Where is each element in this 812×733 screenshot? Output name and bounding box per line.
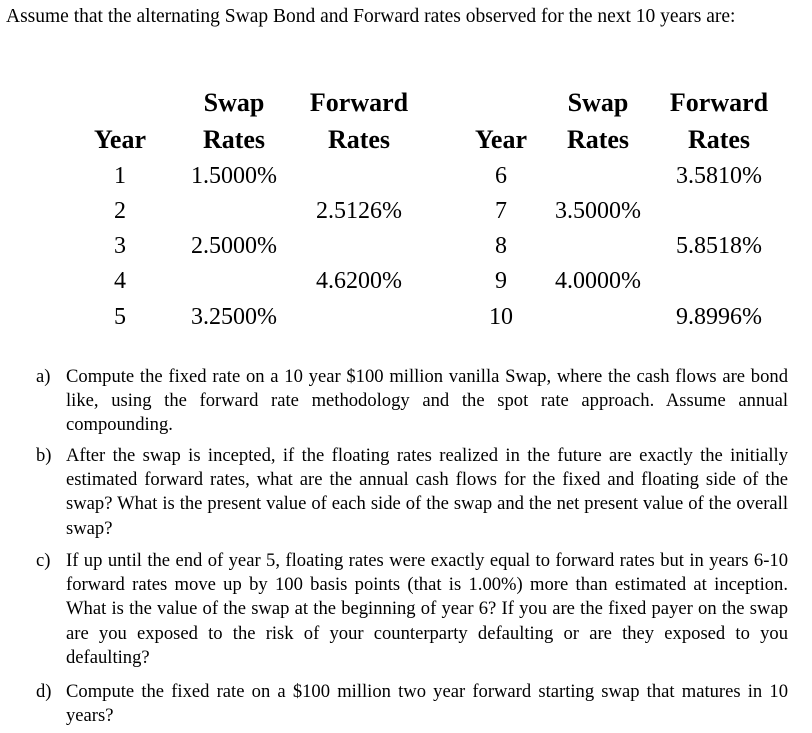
- question-label: d): [36, 681, 52, 702]
- year-cell: 8: [495, 233, 507, 259]
- year-cell: 3: [114, 233, 126, 259]
- question-b: [36, 444, 788, 541]
- year-cell: 10: [489, 304, 513, 330]
- forward-header-top-left: Forward: [309, 88, 409, 117]
- forward-rate-cell: 5.8518%: [676, 233, 762, 259]
- swap-header-top-right: Swap: [567, 88, 629, 117]
- forward-rate-cell: 4.6200%: [316, 268, 402, 294]
- swap-rate-cell: 3.2500%: [191, 304, 277, 330]
- forward-rate-cell: 2.5126%: [316, 198, 402, 224]
- swap-rates-header-left: Rates: [202, 125, 266, 154]
- forward-rate-cell: 3.5810%: [676, 163, 762, 189]
- question-c: [36, 549, 788, 670]
- forward-rates-header-right: Rates: [687, 125, 751, 154]
- question-label: b): [36, 445, 52, 466]
- question-text: After the swap is incepted, if the floating rates realized in the future are exactly the initially estimated forward rates, what are the annual cash flows for the fixed and floating side of the swap? What is the present value of each side of the swap and the net present value of the overall swap?: [66, 445, 788, 539]
- year-cell: 4: [114, 268, 126, 294]
- year-header-right: Year: [475, 125, 527, 154]
- swap-header-top-left: Swap: [203, 88, 265, 117]
- forward-rates-header-left: Rates: [327, 125, 391, 154]
- forward-header-top-right: Forward: [669, 88, 769, 117]
- question-text: If up until the end of year 5, floating rates were exactly equal to forward rates but in years 6-10 forward rates move up by 100 basis points (that is 1.00%) more than estimated at inception. What is the value of the swap at the beginning of year 6? If you are the fixed payer on the swap are you exposed to the risk of your counterparty defaulting or are they exposed to you defaulting?: [66, 550, 788, 668]
- question-a: [36, 365, 788, 438]
- swap-rate-cell: 2.5000%: [191, 233, 277, 259]
- year-header-left: Year: [94, 125, 146, 154]
- swap-rates-header-right: Rates: [566, 125, 630, 154]
- question-d: [36, 680, 788, 728]
- year-cell: 9: [495, 268, 507, 294]
- intro-text: Assume that the alternating Swap Bond and Forward rates observed for the next 10 years are:: [6, 6, 736, 27]
- question-label: c): [36, 550, 51, 571]
- swap-rate-cell: 1.5000%: [191, 163, 277, 189]
- forward-rate-cell: 9.8996%: [676, 304, 762, 330]
- question-label: a): [36, 366, 51, 387]
- year-cell: 5: [114, 304, 126, 330]
- year-cell: 7: [495, 198, 507, 224]
- question-text: Compute the fixed rate on a $100 million two year forward starting swap that matures in 10 years?: [66, 681, 788, 727]
- year-cell: 1: [114, 163, 126, 189]
- year-cell: 6: [495, 163, 507, 189]
- swap-rate-cell: 4.0000%: [555, 268, 641, 294]
- year-cell: 2: [114, 198, 126, 224]
- swap-rate-cell: 3.5000%: [555, 198, 641, 224]
- question-text: Compute the fixed rate on a 10 year $100 million vanilla Swap, where the cash flows are bond like, using the forward rate methodology and the spot rate approach. Assume annual compounding.: [66, 366, 788, 436]
